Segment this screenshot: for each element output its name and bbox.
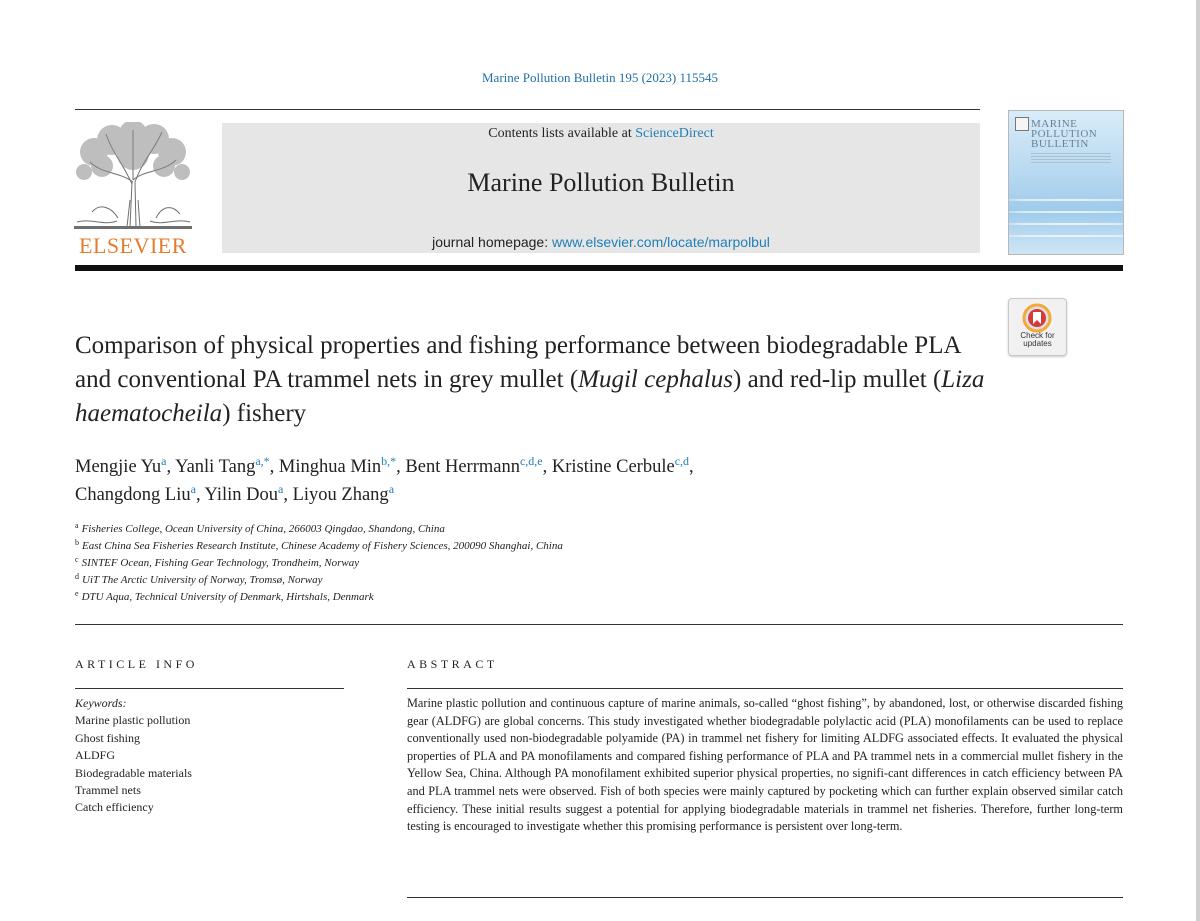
- check-updates-icon: [1022, 303, 1052, 333]
- affiliation-text: East China Sea Fisheries Research Institute, Chinese Academy of Fishery Sciences, 200090 Shanghai, China: [82, 540, 563, 552]
- author-separator: ,: [166, 457, 176, 477]
- contents-line: [222, 126, 980, 142]
- article-title: [75, 329, 995, 431]
- title-species-2: Liza haematocheila: [75, 366, 985, 427]
- check-for-updates-button[interactable]: [1008, 298, 1067, 356]
- author-separator: ,: [396, 457, 406, 477]
- author-separator: ,: [689, 457, 694, 477]
- author-name[interactable]: Mengjie Yu: [75, 457, 162, 477]
- keywords-list: [75, 695, 335, 817]
- affiliation-item: [75, 521, 835, 538]
- cover-logo-icon: [1015, 117, 1029, 131]
- affiliation-list: [75, 521, 835, 606]
- author-affiliation-link[interactable]: a: [161, 454, 167, 468]
- homepage-prefix: journal homepage:: [432, 234, 552, 250]
- elsevier-logo[interactable]: [72, 122, 194, 257]
- author-name[interactable]: Yilin Dou: [204, 485, 279, 505]
- author-name[interactable]: Yanli Tang: [175, 457, 256, 477]
- cover-wave: [1008, 211, 1124, 213]
- affiliation-item: [75, 572, 835, 589]
- affiliation-mark: a: [75, 521, 79, 530]
- author-affiliation-link[interactable]: a,*: [255, 454, 270, 468]
- affiliation-item: [75, 555, 835, 572]
- affiliation-text: Fisheries College, Ocean University of China, 266003 Qingdao, Shandong, China: [81, 523, 445, 535]
- homepage-line: [222, 234, 980, 250]
- author-name[interactable]: Liyou Zhang: [292, 485, 389, 505]
- title-part: Comparison of physical properties and fishing performance between biodegradable PLA and conventional PA trammel nets in grey mullet (: [75, 332, 961, 393]
- author-separator: ,: [283, 485, 293, 505]
- abstract-text: Marine plastic pollution and continuous capture of marine animals, so-called “ghost fishing”, by abandoned, lost, or otherwise discarded fishing gear (ALDFG) are global concerns. This study investigated whether biodegradable polylactic acid (PLA) monofilaments can be used to replace conventionally used non-biodegradable polyamide (PA) in trammel net fishery for limiting ALDFG associated effects. It evaluated the physical properties of PLA and PA monofilaments and compared fishing performance of PLA and PA trammel nets in a commercial mullet fishery in the Yellow Sea, China. Although PA monofilament exhibited superior physical properties, no signifi-cant differences in catch efficiency between PA and PLA trammel nets were observed. Fish of both species were mainly captured by pocketing which can further explain observed similar catch efficiency. These initial results suggest a potential for applying biodegradable materials in trammel net fisheries. Therefore, further long-term testing is encouraged to investigate whether this promising performance is persistent over long-term.: [407, 696, 1123, 834]
- journal-cover-image[interactable]: [1008, 110, 1124, 255]
- cover-wave: [1008, 199, 1124, 201]
- title-part: ) and red-lip mullet (: [733, 366, 942, 393]
- keyword-item: Trammel nets: [75, 783, 141, 798]
- keyword-item: Ghost fishing: [75, 730, 141, 745]
- author-list: [75, 453, 975, 509]
- journal-homepage-link[interactable]: www.elsevier.com/locate/marpolbul: [552, 234, 770, 250]
- author-name[interactable]: Changdong Liu: [75, 485, 191, 505]
- author-name[interactable]: Minghua Min: [278, 457, 382, 477]
- affiliation-item: [75, 538, 835, 555]
- author-affiliation-link[interactable]: b,*: [381, 454, 397, 468]
- affiliation-mark: b: [75, 538, 79, 547]
- author-separator: ,: [195, 485, 205, 505]
- author-affiliation-link[interactable]: a: [388, 482, 395, 496]
- affiliation-text: UiT The Arctic University of Norway, Tromsø, Norway: [82, 574, 323, 586]
- abstract-heading: ABSTRACT: [407, 657, 498, 671]
- keyword-item: Marine plastic pollution: [75, 713, 191, 728]
- top-rule: [75, 109, 980, 110]
- author-name[interactable]: Kristine Cerbule: [551, 457, 675, 477]
- cover-wave: [1008, 235, 1124, 237]
- author-affiliation-link[interactable]: c,d: [674, 454, 690, 468]
- check-updates-line2: updates: [1023, 339, 1052, 348]
- cover-title: MARINE POLLUTION BULLETIN: [1031, 118, 1098, 150]
- page-edge: [1196, 0, 1200, 921]
- author-affiliation-link[interactable]: c,d,e: [519, 454, 543, 468]
- abstract-rule: [407, 688, 1123, 689]
- check-updates-label: [1009, 332, 1066, 348]
- keyword-item: ALDFG: [75, 748, 116, 763]
- affiliation-mark: e: [75, 589, 79, 598]
- keyword-item: Catch efficiency: [75, 800, 154, 815]
- sciencedirect-link[interactable]: ScienceDirect: [635, 126, 714, 141]
- author-separator: ,: [269, 457, 279, 477]
- keyword-item: Biodegradable materials: [75, 765, 192, 780]
- affiliation-item: [75, 589, 835, 606]
- elsevier-wordmark: ELSEVIER: [79, 233, 187, 258]
- affiliation-mark: d: [75, 572, 79, 581]
- author-separator: ,: [542, 457, 552, 477]
- title-species-1: Mugil cephalus: [578, 366, 733, 393]
- header-divider: [75, 265, 1123, 271]
- author-name[interactable]: Bent Herrmann: [405, 457, 520, 477]
- elsevier-tree-icon: [72, 122, 194, 230]
- citation-link[interactable]: Marine Pollution Bulletin 195 (2023) 115545: [481, 70, 719, 85]
- journal-header-box: [222, 123, 980, 253]
- title-part: ) fishery: [222, 400, 307, 427]
- affiliation-mark: c: [75, 555, 79, 564]
- affiliation-text: DTU Aqua, Technical University of Denmark, Hirtshals, Denmark: [81, 591, 374, 603]
- affiliation-text: SINTEF Ocean, Fishing Gear Technology, Trondheim, Norway: [81, 557, 360, 569]
- author-affiliation-link[interactable]: a: [278, 482, 284, 496]
- article-info-heading: ARTICLE INFO: [75, 657, 198, 671]
- author-affiliation-link[interactable]: a: [190, 482, 196, 496]
- cover-wave: [1008, 223, 1124, 225]
- abstract-bottom-rule: [407, 897, 1123, 898]
- keywords-label: Keywords:: [75, 696, 127, 710]
- contents-prefix: Contents lists available at: [488, 126, 636, 141]
- cover-subtitle-lines: [1031, 153, 1111, 163]
- section-divider: [75, 624, 1123, 625]
- check-updates-line1: Check for: [1020, 331, 1055, 340]
- article-info-rule: [75, 688, 344, 689]
- journal-title: Marine Pollution Bulletin: [467, 168, 735, 197]
